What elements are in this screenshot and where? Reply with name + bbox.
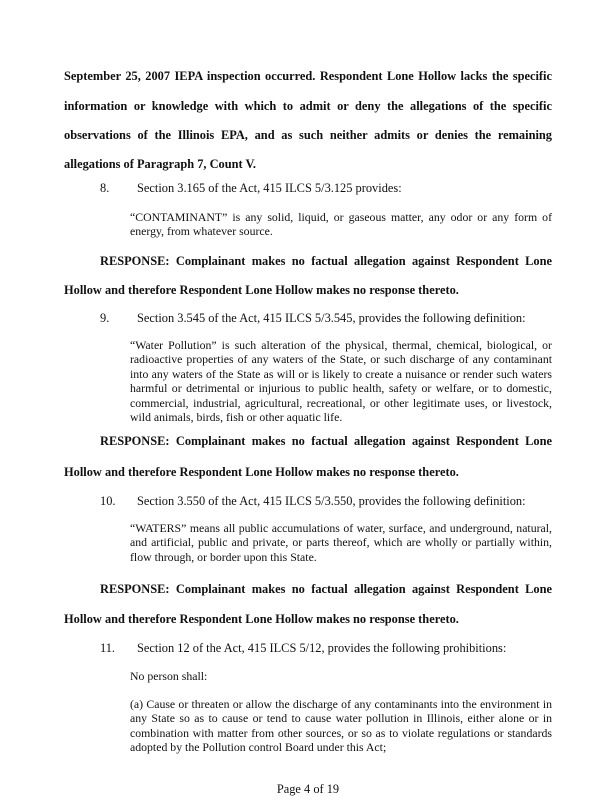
item-lead-9: Section 3.545 of the Act, 415 ILCS 5/3.545, provides the following definition: [137, 311, 526, 325]
response-line-2: Hollow and therefore Respondent Lone Hollow makes no response thereto. [64, 612, 459, 626]
intro-line-1: September 25, 2007 IEPA inspection occurred. Respondent Lone Hollow lacks the specific [64, 69, 552, 83]
item-number-8: 8. [100, 181, 110, 195]
item-number-9: 9. [100, 311, 110, 325]
response-line-1: RESPONSE: Complainant makes no factual allegation against Respondent Lone [100, 434, 552, 448]
item-lead-11: Section 12 of the Act, 415 ILCS 5/12, provides the following prohibitions: [137, 641, 507, 655]
intro-line-3: observations of the Illinois EPA, and as such neither admits or denies the remaining [64, 128, 552, 142]
item-quote-11: (a) Cause or threaten or allow the discharge of any contaminants into the environment in any State so as to cause or tend to cause water pollution in Illinois, either alone or in combination with matter from other sources, or so as to violate regulations or standards adopted by the Pollution control Board under this Act; [130, 697, 552, 755]
item-sub-11: No person shall: [130, 669, 208, 683]
response-line-2: Hollow and therefore Respondent Lone Hollow makes no response thereto. [64, 465, 459, 479]
response-line-2: Hollow and therefore Respondent Lone Hollow makes no response thereto. [64, 283, 459, 297]
response-line-1: RESPONSE: Complainant makes no factual allegation against Respondent Lone [100, 582, 552, 596]
item-lead-8: Section 3.165 of the Act, 415 ILCS 5/3.125 provides: [137, 181, 402, 195]
item-number-11: 11. [100, 641, 116, 655]
response-line-1: RESPONSE: Complainant makes no factual allegation against Respondent Lone [100, 254, 552, 268]
item-number-10: 10. [100, 494, 116, 508]
item-quote-10: “WATERS” means all public accumulations of water, surface, and underground, natural, and artificial, public and private, or parts thereof, which are wholly or partially within, flow through, or border upon this State. [130, 521, 552, 564]
item-quote-8: “CONTAMINANT” is any solid, liquid, or gaseous matter, any odor or any form of energy, from whatever source. [130, 210, 552, 239]
intro-line-2: information or knowledge with which to admit or deny the allegations of the specific [64, 99, 552, 113]
page-number: Page 4 of 19 [276, 782, 340, 796]
item-lead-10: Section 3.550 of the Act, 415 ILCS 5/3.550, provides the following definition: [137, 494, 526, 508]
intro-line-4: allegations of Paragraph 7, Count V. [64, 157, 256, 171]
item-quote-9: “Water Pollution” is such alteration of the physical, thermal, chemical, biological, or radioactive properties of any waters of the State, or such discharge of any contaminant into any waters of the State as will or is likely to create a nuisance or render such waters harmful or detrimental or injurious to public health, safety or welfare, or to domestic, commercial, industrial, agricultural, recreational, or other legitimate uses, or livestock, wild animals, birds, fish or other aquatic life. [130, 338, 552, 425]
